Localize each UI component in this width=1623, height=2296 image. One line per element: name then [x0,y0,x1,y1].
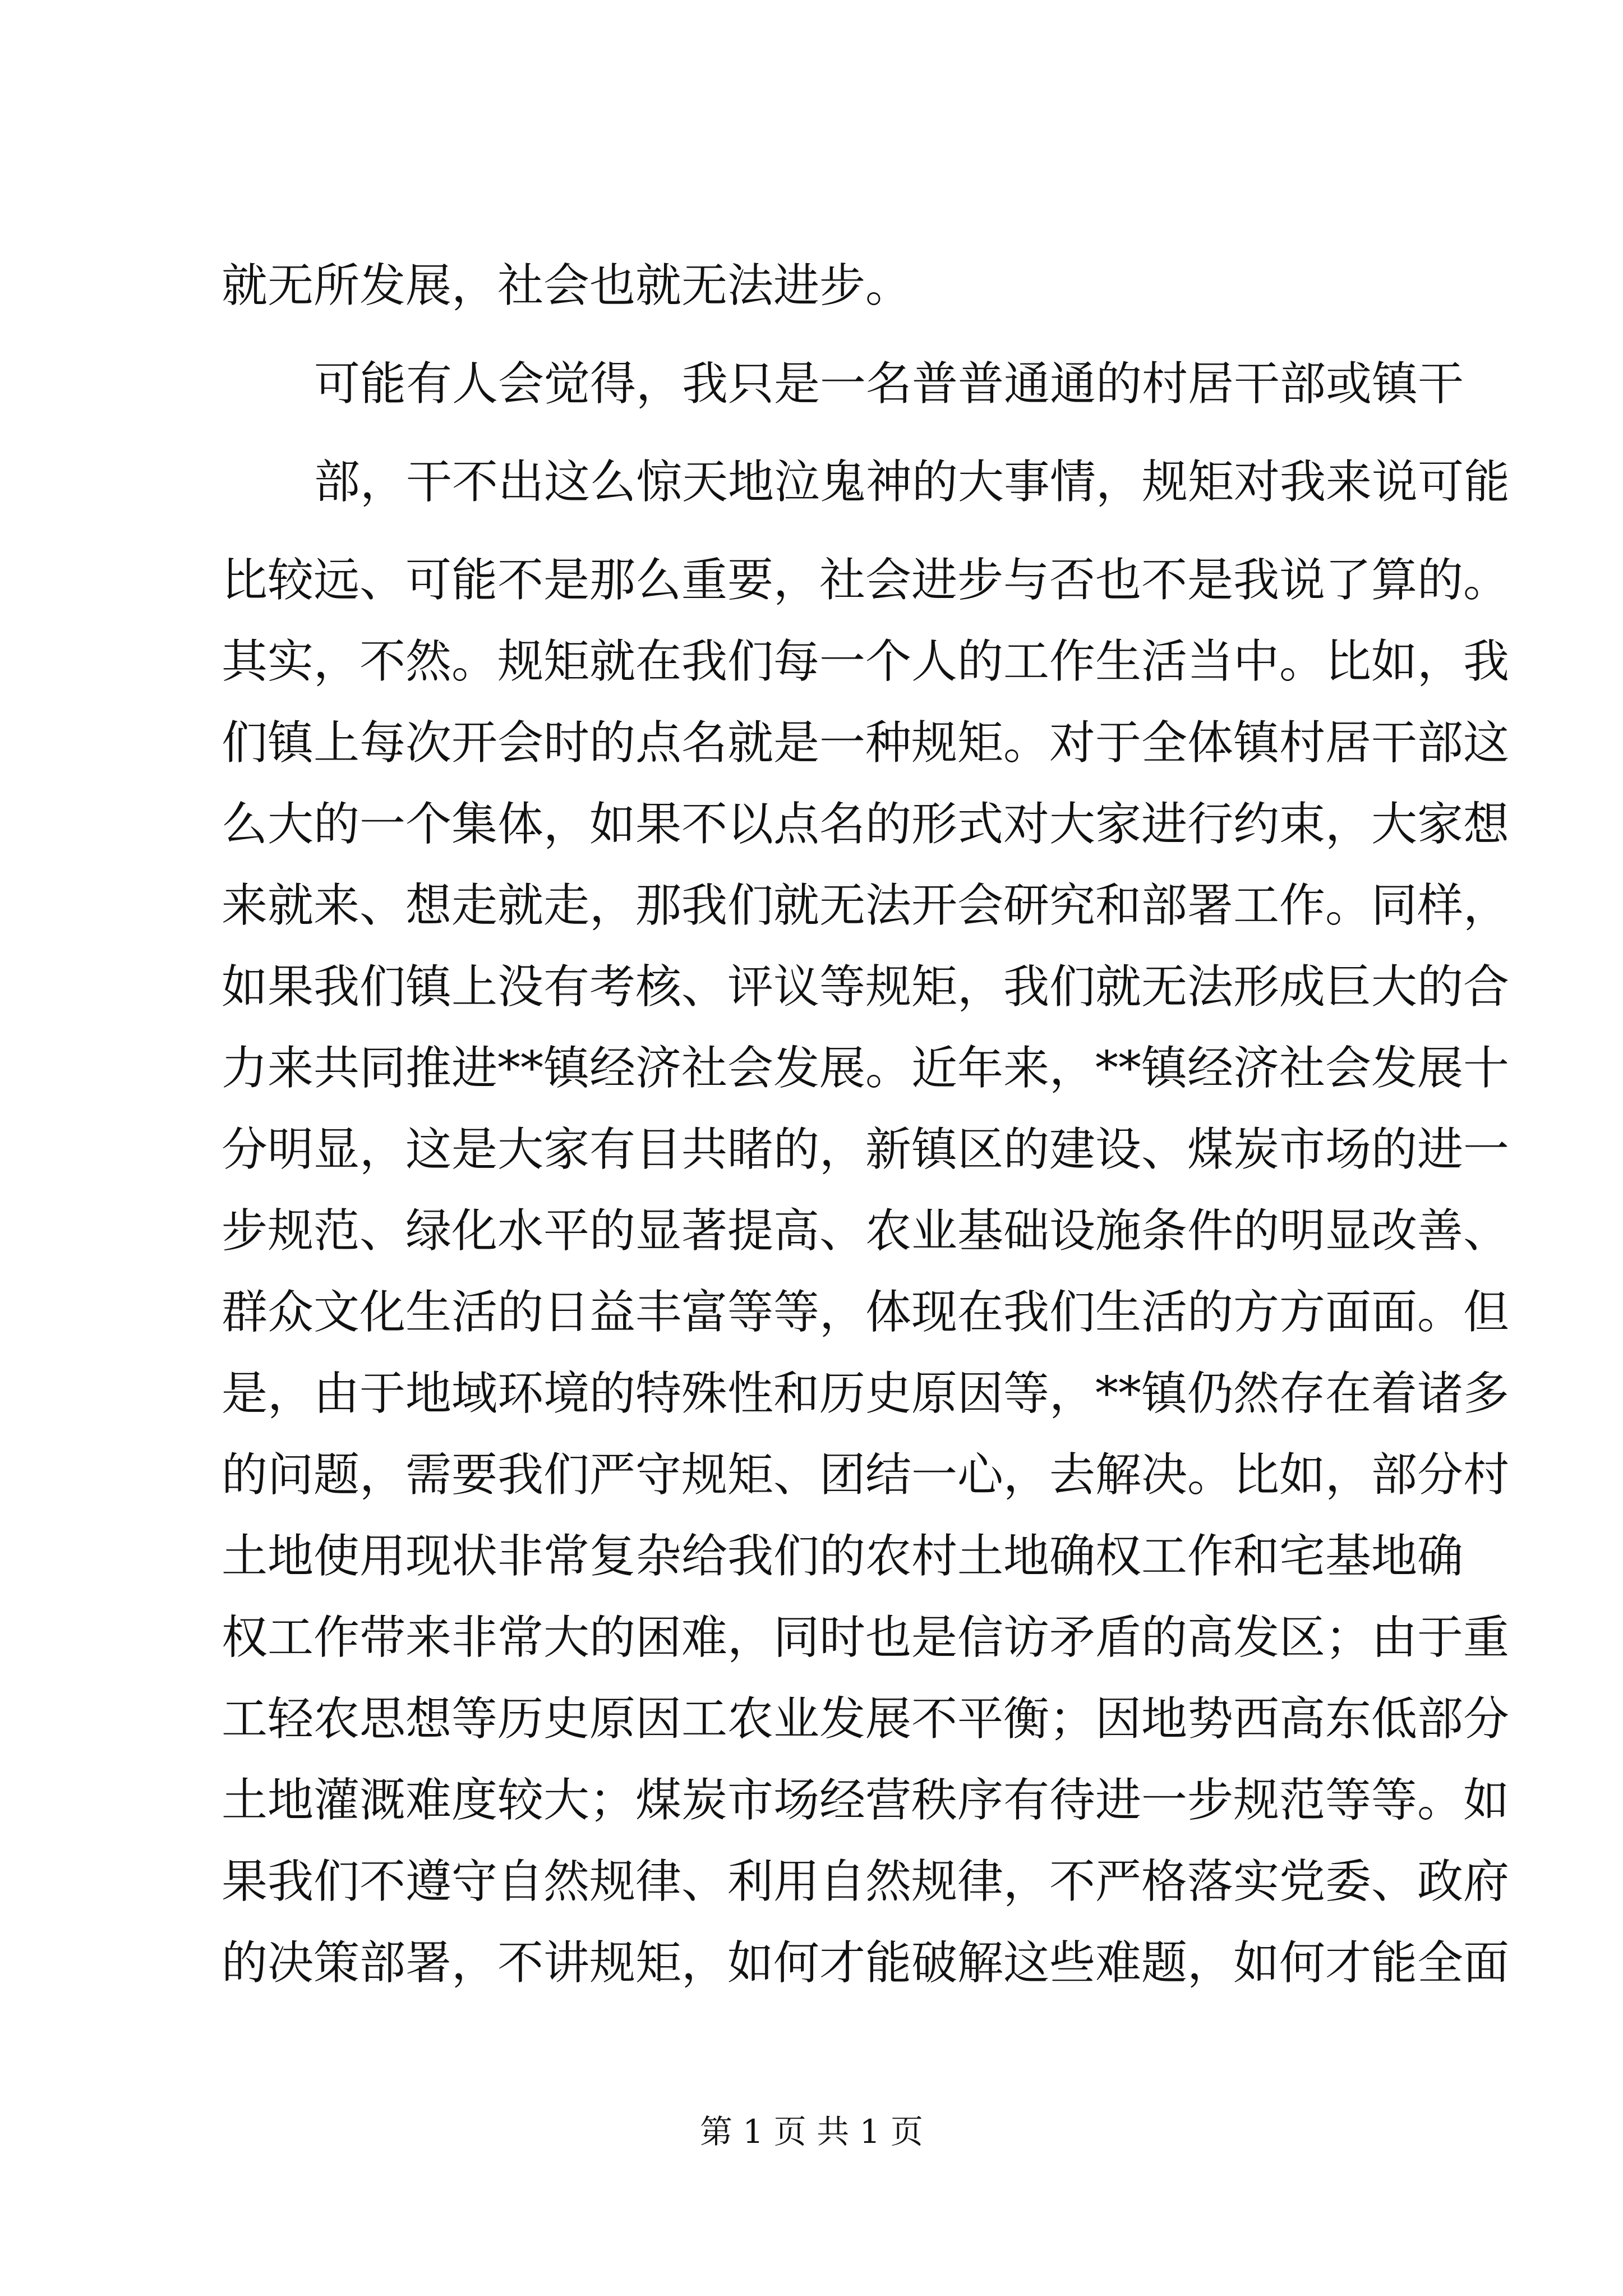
text-line: 是，由于地域环境的特殊性和历史原因等，**镇仍然存在着诸多 [222,1367,1510,1420]
text-line: 的决策部署，不讲规矩，如何才能破解这些难题，如何才能全面 [222,1936,1510,1990]
text-line: 的问题，需要我们严守规矩、团结一心，去解决。比如，部分村 [222,1448,1510,1502]
text-line: 如果我们镇上没有考核、评议等规矩，我们就无法形成巨大的合 [222,960,1510,1014]
page-indicator: 第 1 页 共 1 页 [700,2113,923,2151]
text-line: 步规范、绿化水平的显著提高、农业基础设施条件的明显改善、 [222,1204,1510,1258]
text-line: 么大的一个集体，如果不以点名的形式对大家进行约束，大家想 [222,798,1510,851]
text-line: 分明显，这是大家有目共睹的，新镇区的建设、煤炭市场的进一 [222,1123,1510,1176]
text-line: 可能有人会觉得，我只是一名普普通通的村居干部或镇干 [314,357,1464,411]
text-line: 工轻农思想等历史原因工农业发展不平衡；因地势西高东低部分 [222,1692,1510,1746]
text-line: 部，干不出这么惊天地泣鬼神的大事情，规矩对我来说可能 [314,455,1510,509]
text-line: 土地灌溉难度较大；煤炭市场经营秩序有待进一步规范等等。如 [222,1774,1510,1827]
text-line: 就无所发展，社会也就无法进步。 [222,259,912,312]
text-line: 果我们不遵守自然规律、利用自然规律，不严格落实党委、政府 [222,1855,1510,1908]
text-line: 群众文化生活的日益丰富等等，体现在我们生活的方方面面。但 [222,1286,1510,1339]
text-line: 力来共同推进**镇经济社会发展。近年来，**镇经济社会发展十 [222,1042,1510,1095]
text-line: 比较远、可能不是那么重要，社会进步与否也不是我说了算的。 [222,554,1510,607]
text-line: 土地使用现状非常复杂给我们的农村土地确权工作和宅基地确 [222,1530,1464,1583]
text-line: 来就来、想走就走，那我们就无法开会研究和部署工作。同样， [222,879,1510,932]
page-footer [0,2112,1623,2151]
text-line: 其实，不然。规矩就在我们每一个人的工作生活当中。比如，我 [222,635,1510,688]
text-line: 权工作带来非常大的困难，同时也是信访矛盾的高发区；由于重 [222,1611,1510,1664]
text-line: 们镇上每次开会时的点名就是一种规矩。对于全体镇村居干部这 [222,716,1510,770]
